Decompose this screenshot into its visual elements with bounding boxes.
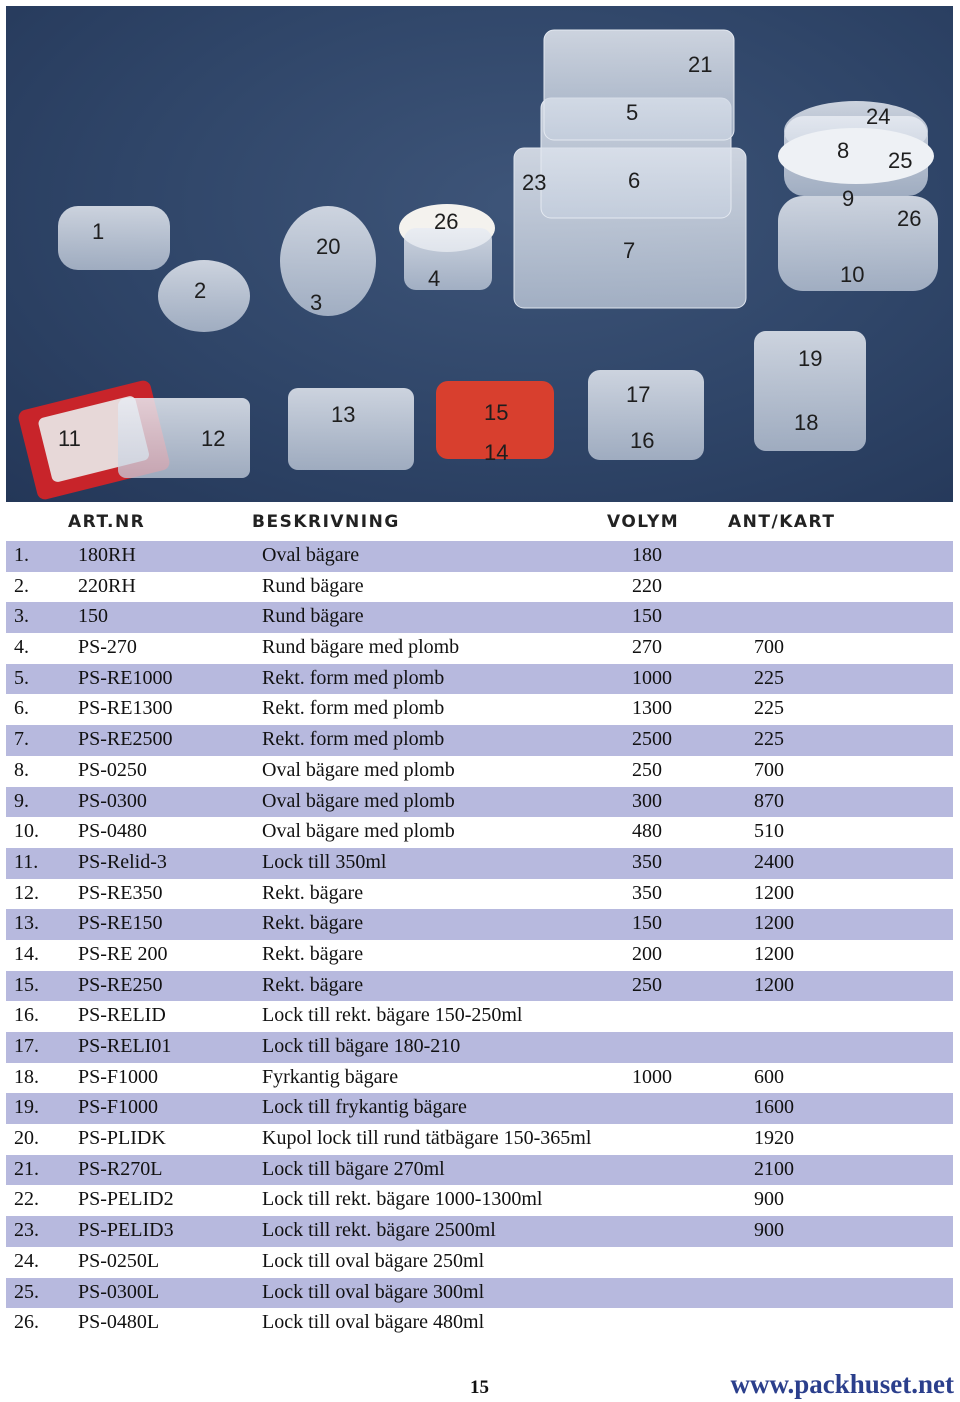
article-number: 180RH	[78, 544, 136, 566]
row-number: 24.	[14, 1249, 39, 1272]
photo-label: 1	[92, 219, 105, 244]
volume: 480	[632, 820, 662, 843]
description: Rund bägare med plomb	[262, 636, 460, 659]
table-row	[6, 1093, 953, 1124]
table-row	[6, 633, 953, 664]
ant-kart: 225	[754, 666, 784, 689]
volume: 300	[632, 789, 662, 812]
description: Rekt. bägare	[262, 912, 364, 935]
ant-kart: 1200	[754, 942, 794, 965]
description: Lock till rekt. bägare 2500ml	[262, 1219, 496, 1242]
photo-label: 5	[626, 100, 639, 125]
ant-kart: 1200	[754, 973, 794, 996]
ant-kart: 900	[754, 1219, 784, 1242]
row-number: 20.	[14, 1127, 39, 1150]
header-volume: VOLYM	[607, 512, 680, 532]
row-number: 9.	[14, 789, 29, 812]
table-row	[6, 725, 953, 756]
description: Lock till oval bägare 480ml	[262, 1311, 485, 1334]
volume: 1000	[632, 666, 672, 689]
photo-label: 4	[428, 266, 441, 291]
article-number: PS-RE2500	[78, 728, 173, 751]
volume: 250	[632, 973, 662, 996]
description: Rekt. bägare	[262, 881, 364, 904]
photo-label: 12	[201, 426, 226, 451]
ant-kart: 1600	[754, 1096, 794, 1119]
article-number: 220RH	[78, 574, 136, 597]
description: Lock till bägare 270ml	[262, 1157, 445, 1180]
table-row	[6, 1308, 953, 1339]
article-number: PS-0300L	[78, 1280, 160, 1303]
header-artnr: ART.NR	[68, 512, 146, 532]
row-number: 23.	[14, 1219, 39, 1242]
table-row	[6, 1247, 953, 1278]
description: Fyrkantig bägare	[262, 1065, 399, 1088]
ant-kart: 1200	[754, 881, 794, 904]
row-number: 1.	[14, 544, 29, 566]
article-number: PS-Relid-3	[78, 850, 167, 873]
row-number: 14.	[14, 942, 39, 965]
table-row	[6, 1032, 953, 1063]
article-number: PS-PELID2	[78, 1188, 174, 1211]
volume: 350	[632, 850, 662, 873]
description: Rekt. form med plomb	[262, 666, 445, 689]
description: Rekt. form med plomb	[262, 728, 445, 751]
description: Lock till bägare 180-210	[262, 1035, 461, 1057]
photo-label: 3	[310, 290, 323, 315]
table-row	[6, 602, 953, 633]
article-number: PS-0480	[78, 820, 147, 843]
table-row	[6, 664, 953, 695]
photo-label: 9	[842, 186, 855, 211]
photo-label: 26	[897, 206, 922, 231]
description: Oval bägare	[262, 544, 360, 566]
photo-label: 8	[837, 138, 850, 163]
photo-label: 24	[866, 104, 891, 129]
photo-label: 23	[522, 170, 547, 195]
volume: 150	[632, 912, 662, 935]
table-row	[6, 572, 953, 603]
photo-label: 15	[484, 400, 509, 425]
article-number: PS-RE350	[78, 881, 163, 904]
description: Oval bägare med plomb	[262, 789, 455, 812]
article-number: PS-270	[78, 636, 137, 659]
volume: 220	[632, 574, 662, 597]
volume: 250	[632, 758, 662, 781]
photo-label: 26	[434, 209, 459, 234]
row-number: 11.	[14, 850, 39, 873]
article-number: PS-RE 200	[78, 942, 168, 965]
ant-kart: 700	[754, 636, 784, 659]
row-number: 5.	[14, 666, 29, 689]
photo-label: 17	[626, 382, 651, 407]
photo-label: 13	[331, 402, 356, 427]
article-number: PS-RE1300	[78, 697, 173, 720]
row-number: 18.	[14, 1065, 39, 1088]
table-row	[6, 1001, 953, 1032]
ant-kart: 870	[754, 789, 784, 812]
volume: 1000	[632, 1065, 672, 1088]
table-row	[6, 1155, 953, 1186]
row-number: 15.	[14, 973, 39, 996]
ant-kart: 2100	[754, 1157, 794, 1180]
row-number: 13.	[14, 912, 39, 935]
row-number: 12.	[14, 881, 39, 904]
article-number: PS-RELID	[78, 1004, 166, 1027]
row-number: 10.	[14, 820, 39, 843]
table-row	[6, 817, 953, 848]
table-row	[6, 848, 953, 879]
row-number: 17.	[14, 1035, 39, 1057]
header-ant-kart: ANT/KART	[728, 512, 836, 532]
description: Lock till rekt. bägare 1000-1300ml	[262, 1188, 543, 1211]
description: Lock till 350ml	[262, 850, 387, 873]
ant-kart: 510	[754, 820, 784, 843]
row-number: 26.	[14, 1311, 39, 1334]
ant-kart: 2400	[754, 850, 794, 873]
ant-kart: 225	[754, 728, 784, 751]
volume: 1300	[632, 697, 672, 720]
table-row	[6, 756, 953, 787]
article-number: PS-PELID3	[78, 1219, 174, 1242]
description: Rekt. bägare	[262, 942, 364, 965]
row-number: 16.	[14, 1004, 39, 1027]
description: Rekt. bägare	[262, 973, 364, 996]
product-table	[6, 541, 953, 1339]
article-number: PS-PLIDK	[78, 1127, 166, 1150]
description: Lock till oval bägare 300ml	[262, 1280, 485, 1303]
article-number: PS-0250	[78, 758, 147, 781]
article-number: 150	[78, 605, 108, 628]
article-number: PS-RE1000	[78, 666, 173, 689]
row-number: 22.	[14, 1188, 39, 1211]
photo-label: 2	[194, 278, 207, 303]
table-row	[6, 940, 953, 971]
product-photo	[6, 6, 953, 502]
photo-label: 10	[840, 262, 865, 287]
volume: 180	[632, 544, 662, 566]
description: Kupol lock till rund tätbägare 150-365ml	[262, 1127, 592, 1150]
description: Lock till rekt. bägare 150-250ml	[262, 1004, 523, 1027]
article-number: PS-0300	[78, 789, 147, 812]
table-row	[6, 1278, 953, 1309]
photo-label: 19	[798, 346, 823, 371]
page-number: 15	[470, 1377, 489, 1398]
article-number: PS-F1000	[78, 1096, 159, 1119]
article-number: PS-0250L	[78, 1249, 160, 1272]
table-row	[6, 909, 953, 940]
description: Oval bägare med plomb	[262, 820, 455, 843]
table-row	[6, 1124, 953, 1155]
article-number: PS-R270L	[78, 1157, 163, 1180]
row-number: 6.	[14, 697, 29, 720]
table-row	[6, 1185, 953, 1216]
row-number: 21.	[14, 1157, 39, 1180]
containers-illustration	[6, 6, 953, 502]
volume: 270	[632, 636, 662, 659]
table-row	[6, 879, 953, 910]
volume: 2500	[632, 728, 672, 751]
row-number: 25.	[14, 1280, 39, 1303]
ant-kart: 600	[754, 1065, 784, 1088]
description: Rund bägare	[262, 574, 364, 597]
ant-kart: 1920	[754, 1127, 794, 1150]
row-number: 7.	[14, 728, 29, 751]
description: Rekt. form med plomb	[262, 697, 445, 720]
ant-kart: 1200	[754, 912, 794, 935]
website-url: www.packhuset.net	[730, 1369, 954, 1399]
row-number: 2.	[14, 574, 29, 597]
table-row	[6, 1216, 953, 1247]
description: Oval bägare med plomb	[262, 758, 455, 781]
photo-label: 6	[628, 168, 641, 193]
volume: 350	[632, 881, 662, 904]
table-row	[6, 541, 953, 572]
ant-kart: 900	[754, 1188, 784, 1211]
row-number: 8.	[14, 758, 29, 781]
photo-label: 7	[623, 238, 636, 263]
volume: 150	[632, 605, 662, 628]
volume: 200	[632, 942, 662, 965]
article-number: PS-0480L	[78, 1311, 160, 1334]
table-row	[6, 694, 953, 725]
header-description: BESKRIVNING	[252, 512, 400, 532]
ant-kart: 700	[754, 758, 784, 781]
photo-label: 18	[794, 410, 819, 435]
description: Lock till oval bägare 250ml	[262, 1249, 485, 1272]
article-number: PS-RELI01	[78, 1035, 172, 1057]
table-row	[6, 787, 953, 818]
description: Rund bägare	[262, 605, 364, 628]
ant-kart: 225	[754, 697, 784, 720]
photo-label: 20	[316, 234, 341, 259]
article-number: PS-RE250	[78, 973, 163, 996]
row-number: 4.	[14, 636, 29, 659]
photo-label: 21	[688, 52, 713, 77]
table-row	[6, 971, 953, 1002]
article-number: PS-F1000	[78, 1065, 159, 1088]
photo-label: 11	[58, 426, 81, 451]
table-row	[6, 1063, 953, 1094]
description: Lock till frykantig bägare	[262, 1096, 467, 1119]
article-number: PS-RE150	[78, 912, 163, 935]
row-number: 19.	[14, 1096, 39, 1119]
photo-label: 25	[888, 148, 913, 173]
photo-label: 14	[484, 440, 509, 465]
photo-label: 16	[630, 428, 655, 453]
row-number: 3.	[14, 605, 29, 628]
